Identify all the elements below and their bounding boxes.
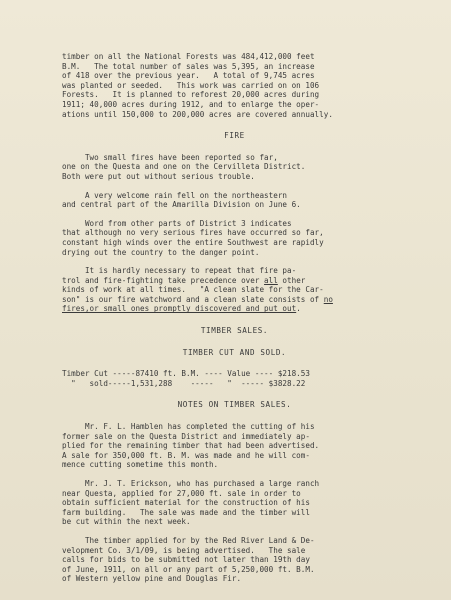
notes-paragraph-3	[62, 536, 407, 584]
notes-heading: NOTES ON TIMBER SALES.	[177, 400, 292, 410]
text-line: Two small fires have been reported so far,	[62, 152, 278, 162]
notes-paragraph-1	[62, 422, 407, 470]
text-line: former sale on the Questa District and immediately ap-	[62, 431, 310, 441]
text-line: farm building. The sale was made and the timber will	[62, 507, 310, 517]
text-line: Forests. It is planned to reforest 20,000 acres during	[62, 90, 320, 100]
fire-paragraph-3	[62, 219, 407, 257]
text-span: trol and fire-fighting take precedence over	[62, 275, 265, 285]
text-line: near Questa, applied for 27,000 ft. sale in order to	[62, 488, 301, 498]
underlined-word: all	[264, 275, 278, 285]
text-line: was planted or seeded. This work was carried on on 106	[62, 80, 320, 90]
intro-paragraph	[62, 52, 407, 119]
text-line: constant high winds over the entire Southwest are rapidly	[62, 237, 324, 247]
text-line: velopment Co. 3/1/09, is being advertised. The sale	[62, 545, 306, 555]
notes-paragraph-2	[62, 479, 407, 527]
timber-sales-heading: TIMBER SALES.	[200, 326, 269, 336]
text-line: one on the Questa and one on the Cervilleta District.	[62, 162, 306, 172]
text-span: son" is our fire watchword and a clean slate consists of	[62, 294, 324, 304]
text-line: Mr. J. T. Erickson, who has purchased a large ranch	[62, 479, 320, 488]
text-line: plied for the remaining timber that had been advertised.	[62, 441, 320, 451]
text-line: Mr. F. L. Hamblen has completed the cutting of his	[62, 422, 315, 432]
text-line: drying out the country to the danger point.	[62, 247, 260, 257]
text-line: B.M. The total number of sales was 5,395, an increase	[62, 61, 315, 71]
text-line	[62, 304, 407, 314]
fire-paragraph-4	[62, 266, 407, 314]
text-line: be cut within the next week.	[62, 517, 191, 527]
text-span: other	[277, 275, 306, 285]
text-line: Both were put out without serious trouble.	[62, 171, 255, 181]
timber-cut-heading: TIMBER CUT AND SOLD.	[182, 347, 287, 357]
fire-paragraph-2	[62, 191, 407, 210]
timber-cut-table	[62, 369, 407, 388]
text-line: 1911; 40,000 acres during 1912, and to enlarge the oper-	[62, 99, 320, 109]
text-line: It is hardly necessary to repeat that fire pa-	[62, 266, 297, 276]
text-line: calls for bids to be submitted not later than 19th day	[62, 555, 310, 565]
text-line: A very welcome rain fell on the northeastern	[62, 190, 287, 200]
underlined-word: no	[323, 294, 333, 304]
text-line: and central part of the Amarilla Division on June 6.	[62, 200, 301, 210]
text-line: of 418 over the previous year. A total of 9,745 acres	[62, 71, 315, 81]
text-line: The timber applied for by the Red River Land & De-	[62, 535, 315, 545]
text-line	[62, 276, 407, 286]
text-line: of Western yellow pine and Douglas Fir.	[62, 574, 242, 584]
text-line: A sale for 350,000 ft. B. M. was made and he will com-	[62, 450, 310, 460]
text-line: ations until 150,000 to 200,000 acres are covered annually.	[62, 109, 333, 119]
text-line: mence cutting sometime this month.	[62, 460, 219, 470]
timber-sold-row: " sold-----1,531,288 ----- " ----- $3828.22	[62, 378, 306, 388]
text-line: of June, 1911, on all or any part of 5,250,000 ft. B.M.	[62, 564, 315, 574]
text-line: obtain sufficient material for the construction of his	[62, 498, 310, 508]
text-line: timber on all the National Forests was 484,412,000 feet	[62, 52, 315, 61]
fire-paragraph-1	[62, 153, 407, 182]
document-body	[62, 52, 407, 584]
text-line: kinds of work at all times. "A clean slate for the Car-	[62, 285, 324, 295]
text-span: .	[296, 304, 301, 314]
underlined-phrase: fires,or small ones promptly discovered and put out	[62, 304, 297, 314]
text-line: that although no very serious fires have occurred so far,	[62, 228, 324, 238]
timber-cut-row: Timber Cut -----87410 ft. B.M. ---- Value ---- $218.53	[62, 369, 310, 379]
text-line: Word from other parts of District 3 indicates	[62, 218, 292, 228]
fire-heading: FIRE	[224, 131, 245, 141]
text-line	[62, 295, 407, 305]
